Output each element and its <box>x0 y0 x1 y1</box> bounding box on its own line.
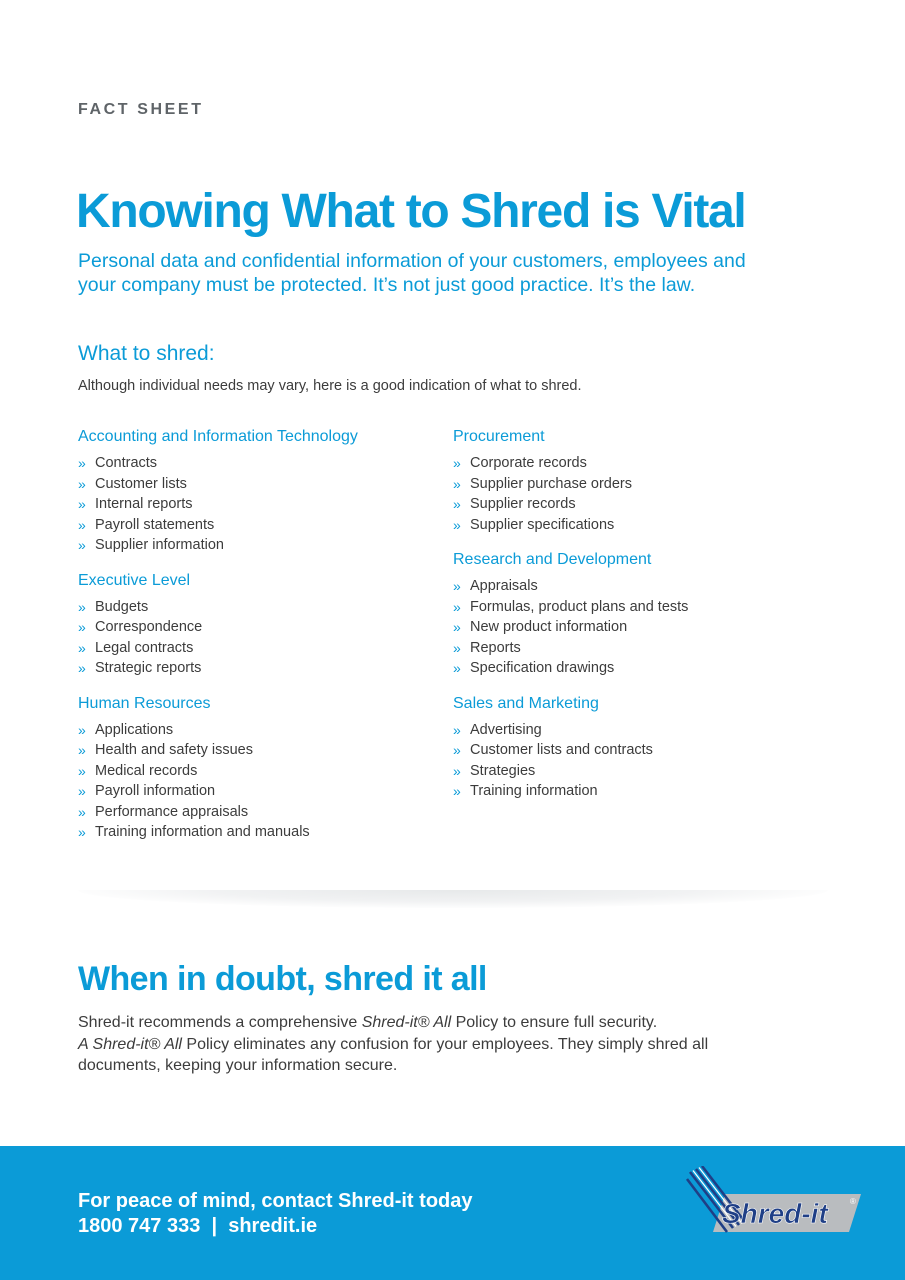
chevron-bullet-icon: » <box>78 496 86 512</box>
category-title: Human Resources <box>78 694 211 712</box>
list-item-label: Appraisals <box>470 578 538 594</box>
list-item <box>78 658 438 679</box>
list-item <box>78 474 438 495</box>
list-item-label: Customer lists <box>95 475 187 492</box>
list-item <box>453 494 813 515</box>
chevron-bullet-icon: » <box>78 762 86 779</box>
chevron-bullet-icon: » <box>78 537 86 553</box>
list-item <box>453 474 813 495</box>
list-item <box>453 761 813 782</box>
list-item-label: Internal reports <box>95 496 193 512</box>
list-item-label: Formulas, product plans and tests <box>470 598 689 615</box>
list-item-label: Corporate records <box>470 455 587 471</box>
list-item-label: Budgets <box>95 598 149 615</box>
chevron-bullet-icon: » <box>453 742 461 758</box>
logo-text: Shred-it <box>722 1198 828 1229</box>
list-item <box>453 720 813 741</box>
category-group <box>78 427 438 556</box>
category-group <box>78 571 438 679</box>
list-item-label: Supplier information <box>95 537 224 553</box>
list-item-label: New product information <box>470 619 628 635</box>
category-group <box>453 550 813 679</box>
policy-name-2: A Shred-it® All <box>78 1035 182 1053</box>
chevron-bullet-icon: » <box>78 619 86 635</box>
left-column <box>78 427 438 858</box>
category-list <box>78 720 438 843</box>
footer-contact <box>78 1215 317 1238</box>
list-item <box>78 740 438 761</box>
right-column <box>453 427 813 817</box>
category-group <box>78 694 438 843</box>
footer-banner <box>0 1146 905 1280</box>
list-item-label: Health and safety issues <box>95 742 253 758</box>
policy-text-1: Shred-it recommends a comprehensive <box>78 1014 362 1031</box>
chevron-bullet-icon: » <box>78 660 86 676</box>
intro-paragraph: Personal data and confidential information of your customers, employees and your company must be protected. It’s not just good practice. It’s the law. <box>78 250 746 296</box>
list-item <box>78 720 438 741</box>
footer-website[interactable]: shredit.ie <box>228 1215 318 1237</box>
chevron-bullet-icon: » <box>78 639 86 656</box>
category-title: Sales and Marketing <box>453 694 599 712</box>
list-item-label: Strategies <box>470 762 536 779</box>
list-item <box>78 822 438 843</box>
list-item-label: Supplier records <box>470 496 576 512</box>
footer-separator: | <box>211 1215 218 1237</box>
category-title: Procurement <box>453 428 545 445</box>
fact-sheet-label: FACT SHEET <box>78 101 204 118</box>
policy-paragraph <box>78 1012 778 1077</box>
list-item-label: Performance appraisals <box>95 803 249 820</box>
category-title: Executive Level <box>78 571 191 589</box>
chevron-bullet-icon: » <box>78 803 86 820</box>
list-item-label: Medical records <box>95 762 198 779</box>
chevron-bullet-icon: » <box>453 475 461 492</box>
list-item <box>78 453 438 474</box>
category-list <box>453 576 813 679</box>
category-list <box>453 453 813 535</box>
list-item-label: Applications <box>95 721 174 738</box>
list-item <box>453 597 813 618</box>
chevron-bullet-icon: » <box>453 721 461 738</box>
chevron-bullet-icon: » <box>453 598 461 615</box>
category-list <box>78 597 438 679</box>
category-list <box>453 720 813 802</box>
list-item-label: Training information <box>470 783 598 799</box>
policy-name-1: Shred-it® All <box>361 1014 452 1031</box>
chevron-bullet-icon: » <box>78 598 86 615</box>
list-item <box>78 515 438 536</box>
category-group <box>453 694 813 802</box>
list-item <box>78 535 438 556</box>
chevron-bullet-icon: » <box>78 783 86 799</box>
list-item <box>78 802 438 823</box>
chevron-bullet-icon: » <box>453 639 461 656</box>
list-item <box>453 576 813 597</box>
category-title: Research and Development <box>453 551 652 568</box>
chevron-bullet-icon: » <box>78 516 86 533</box>
chevron-bullet-icon: » <box>453 762 461 779</box>
chevron-bullet-icon: » <box>78 742 86 758</box>
when-in-doubt-heading: When in doubt, shred it all <box>78 960 487 998</box>
chevron-bullet-icon: » <box>453 619 461 635</box>
chevron-bullet-icon: » <box>78 475 86 492</box>
chevron-bullet-icon: » <box>453 783 461 799</box>
policy-text-2: Policy to ensure full security. <box>451 1014 658 1031</box>
chevron-bullet-icon: » <box>453 496 461 512</box>
list-item-label: Reports <box>470 639 521 656</box>
list-item-label: Strategic reports <box>95 660 202 676</box>
list-item <box>453 515 813 536</box>
list-item <box>78 617 438 638</box>
section-divider <box>78 890 828 908</box>
list-item-label: Payroll information <box>95 783 216 799</box>
chevron-bullet-icon: » <box>78 721 86 738</box>
list-item <box>453 638 813 659</box>
chevron-bullet-icon: » <box>453 578 461 594</box>
list-item-label: Legal contracts <box>95 639 194 656</box>
chevron-bullet-icon: » <box>453 660 461 676</box>
list-item <box>453 617 813 638</box>
list-item <box>453 453 813 474</box>
list-item <box>453 740 813 761</box>
list-item-label: Advertising <box>470 721 542 738</box>
list-item <box>78 597 438 618</box>
chevron-bullet-icon: » <box>78 824 86 840</box>
list-item <box>78 781 438 802</box>
list-item <box>78 638 438 659</box>
logo-registered-mark: ® <box>850 1197 856 1206</box>
policy-text-3: Policy eliminates any confusion for your employees. They simply shred all documents, keeping your information secure. <box>78 1035 709 1074</box>
list-item-label: Customer lists and contracts <box>470 742 653 758</box>
footer-cta: For peace of mind, contact Shred-it today <box>78 1190 473 1212</box>
page-title: Knowing What to Shred is Vital <box>76 185 746 238</box>
shred-it-logo <box>685 1166 865 1244</box>
category-title: Accounting and Information Technology <box>78 428 358 445</box>
list-item-label: Correspondence <box>95 619 203 635</box>
chevron-bullet-icon: » <box>453 516 461 533</box>
chevron-bullet-icon: » <box>78 455 86 471</box>
list-item-label: Supplier purchase orders <box>470 475 633 492</box>
footer-phone[interactable]: 1800 747 333 <box>78 1215 201 1237</box>
chevron-bullet-icon: » <box>453 455 461 471</box>
what-to-shred-heading: What to shred: <box>78 342 215 365</box>
list-item-label: Payroll statements <box>95 516 215 533</box>
category-group <box>453 427 813 535</box>
list-item <box>453 781 813 802</box>
list-item-label: Contracts <box>95 455 158 471</box>
list-item <box>78 494 438 515</box>
list-item <box>453 658 813 679</box>
category-list <box>78 453 438 556</box>
list-item-label: Training information and manuals <box>95 824 310 840</box>
list-item <box>78 761 438 782</box>
list-item-label: Specification drawings <box>470 660 615 676</box>
list-item-label: Supplier specifications <box>470 516 615 533</box>
what-to-shred-note: Although individual needs may vary, here is a good indication of what to shred. <box>78 378 582 394</box>
